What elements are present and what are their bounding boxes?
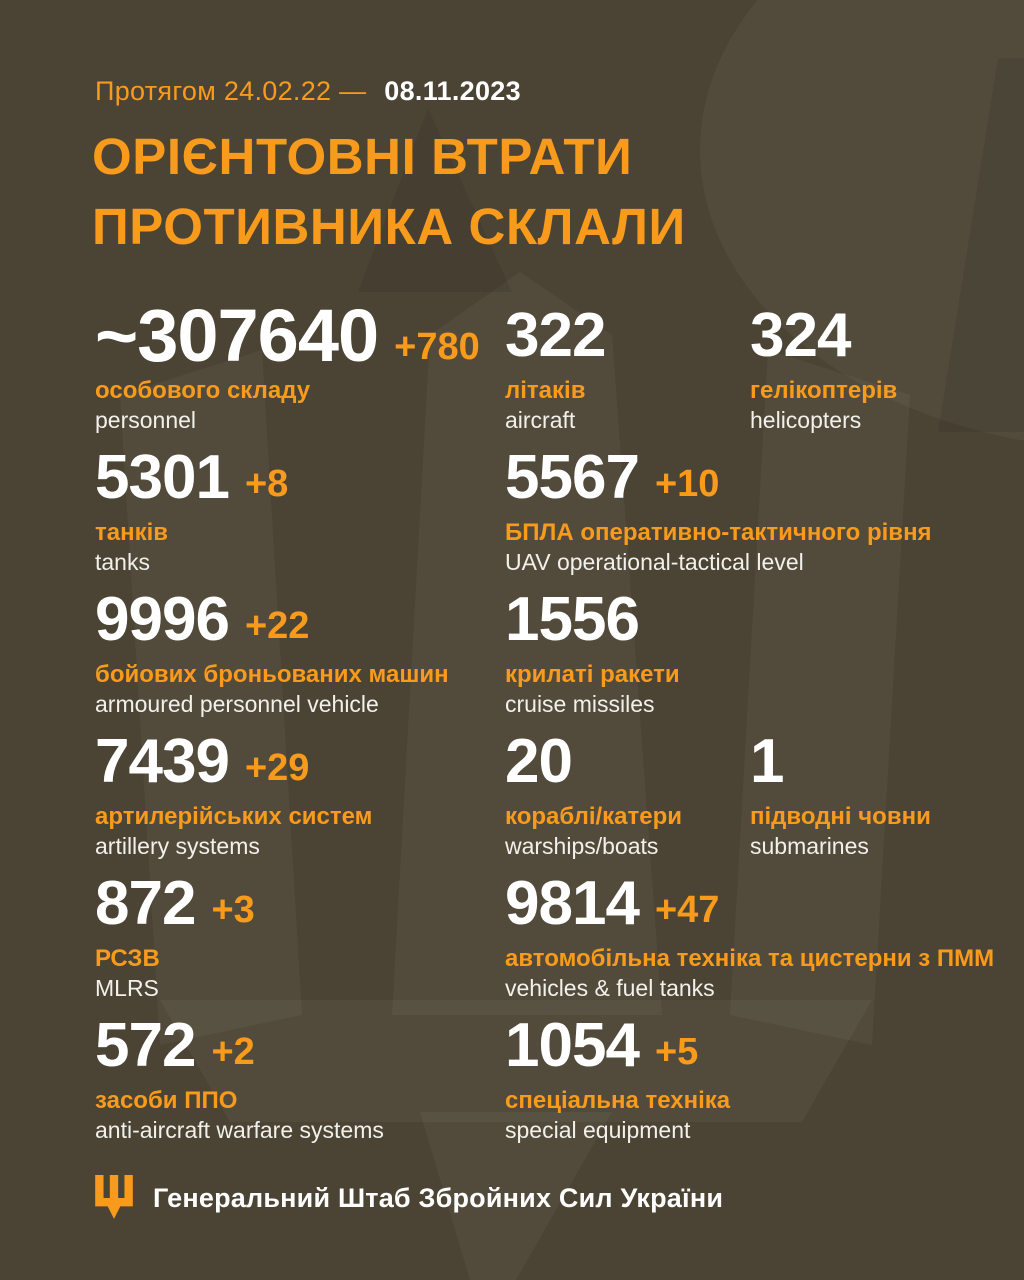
stat-label-ua: артилерійських систем <box>95 803 373 830</box>
stat-label-ua: автомобільна техніка та цистерни з ПММ <box>505 945 995 972</box>
stat-delta: +780 <box>394 326 480 368</box>
stat-label-ua: БПЛА оперативно-тактичного рівня <box>505 519 932 546</box>
stat-special-equipment <box>505 1010 1024 1152</box>
stat-delta: +22 <box>244 605 310 647</box>
stats-grid <box>95 294 1024 1152</box>
stat-label-en: aircraft <box>505 407 576 433</box>
stat-label-en: tanks <box>95 549 150 575</box>
page-title-line-2: ПРОТИВНИКА СКЛАЛИ <box>92 198 686 255</box>
stat-delta: +2 <box>211 1031 255 1073</box>
stat-value: 7439 <box>95 727 229 796</box>
stat-value: 872 <box>95 869 196 938</box>
stat-label-ua: кораблі/катери <box>505 803 683 830</box>
stat-value: 5301 <box>95 443 229 512</box>
stat-vehicles-fuel-tanks <box>505 868 1024 1010</box>
stat-delta: +10 <box>654 463 720 505</box>
page-title-line-1: ОРІЄНТОВНІ ВТРАТИ <box>92 128 633 185</box>
stat-label-ua: бойових броньованих машин <box>95 661 449 688</box>
stat-label-en: warships/boats <box>505 833 659 859</box>
stat-artillery <box>95 726 505 868</box>
stat-label-en: anti-aircraft warfare systems <box>95 1117 384 1143</box>
footer <box>95 1175 723 1221</box>
stat-delta: +8 <box>244 463 289 505</box>
stat-value: 1054 <box>505 1011 639 1080</box>
stat-cruise-missiles <box>505 584 1024 726</box>
stat-warships <box>505 726 750 868</box>
stat-aircraft <box>505 300 750 442</box>
stat-label-ua: літаків <box>505 377 586 404</box>
stat-label-en: artillery systems <box>95 833 260 859</box>
stat-label-ua: крилаті ракети <box>505 661 680 688</box>
stat-label-ua: танків <box>95 519 169 546</box>
stat-helicopters <box>750 300 1024 442</box>
trident-icon <box>95 1175 133 1221</box>
stat-value: 9814 <box>505 869 639 938</box>
stat-delta: +29 <box>244 747 310 789</box>
date-range-prefix: Протягом 24.02.22 — <box>95 76 367 106</box>
stat-anti-aircraft <box>95 1010 505 1152</box>
stat-label-ua: засоби ППО <box>95 1087 238 1114</box>
stat-label-en: MLRS <box>95 975 159 1001</box>
date-current: 08.11.2023 <box>384 76 521 106</box>
stat-label-en: vehicles & fuel tanks <box>505 975 715 1001</box>
stat-value: 1556 <box>505 585 639 654</box>
stat-value: 572 <box>95 1011 196 1080</box>
stat-value: 1 <box>750 727 784 796</box>
stat-label-en: cruise missiles <box>505 691 655 717</box>
stat-value: 324 <box>750 301 851 370</box>
stat-value: 20 <box>505 727 572 796</box>
stat-mlrs <box>95 868 505 1010</box>
stat-submarines <box>750 726 1024 868</box>
stat-label-en: UAV operational-tactical level <box>505 549 804 575</box>
stat-value: 9996 <box>95 585 229 654</box>
stat-personnel <box>95 294 505 442</box>
stat-label-ua: спеціальна техніка <box>505 1087 731 1114</box>
stat-value: ~307640 <box>95 294 379 377</box>
stat-label-ua: гелікоптерів <box>750 377 898 404</box>
stat-label-en: armoured personnel vehicle <box>95 691 379 717</box>
org-name: Генеральний Штаб Збройних Сил України <box>153 1182 724 1213</box>
stat-delta: +3 <box>211 889 255 931</box>
stat-armoured-vehicles <box>95 584 505 726</box>
stat-label-en: helicopters <box>750 407 862 433</box>
stat-tanks <box>95 442 505 584</box>
stat-delta: +5 <box>654 1031 699 1073</box>
stat-label-ua: особового складу <box>95 377 311 404</box>
stat-label-en: special equipment <box>505 1117 691 1143</box>
stat-label-ua: РСЗВ <box>95 945 160 972</box>
page-title <box>92 122 686 262</box>
stat-label-en: personnel <box>95 407 197 433</box>
stat-value: 5567 <box>505 443 639 512</box>
stat-label-ua: підводні човни <box>750 803 931 830</box>
stat-value: 322 <box>505 301 606 370</box>
stat-uav <box>505 442 1024 584</box>
date-range <box>95 76 521 107</box>
stat-delta: +47 <box>654 889 720 931</box>
stat-label-en: submarines <box>750 833 869 859</box>
